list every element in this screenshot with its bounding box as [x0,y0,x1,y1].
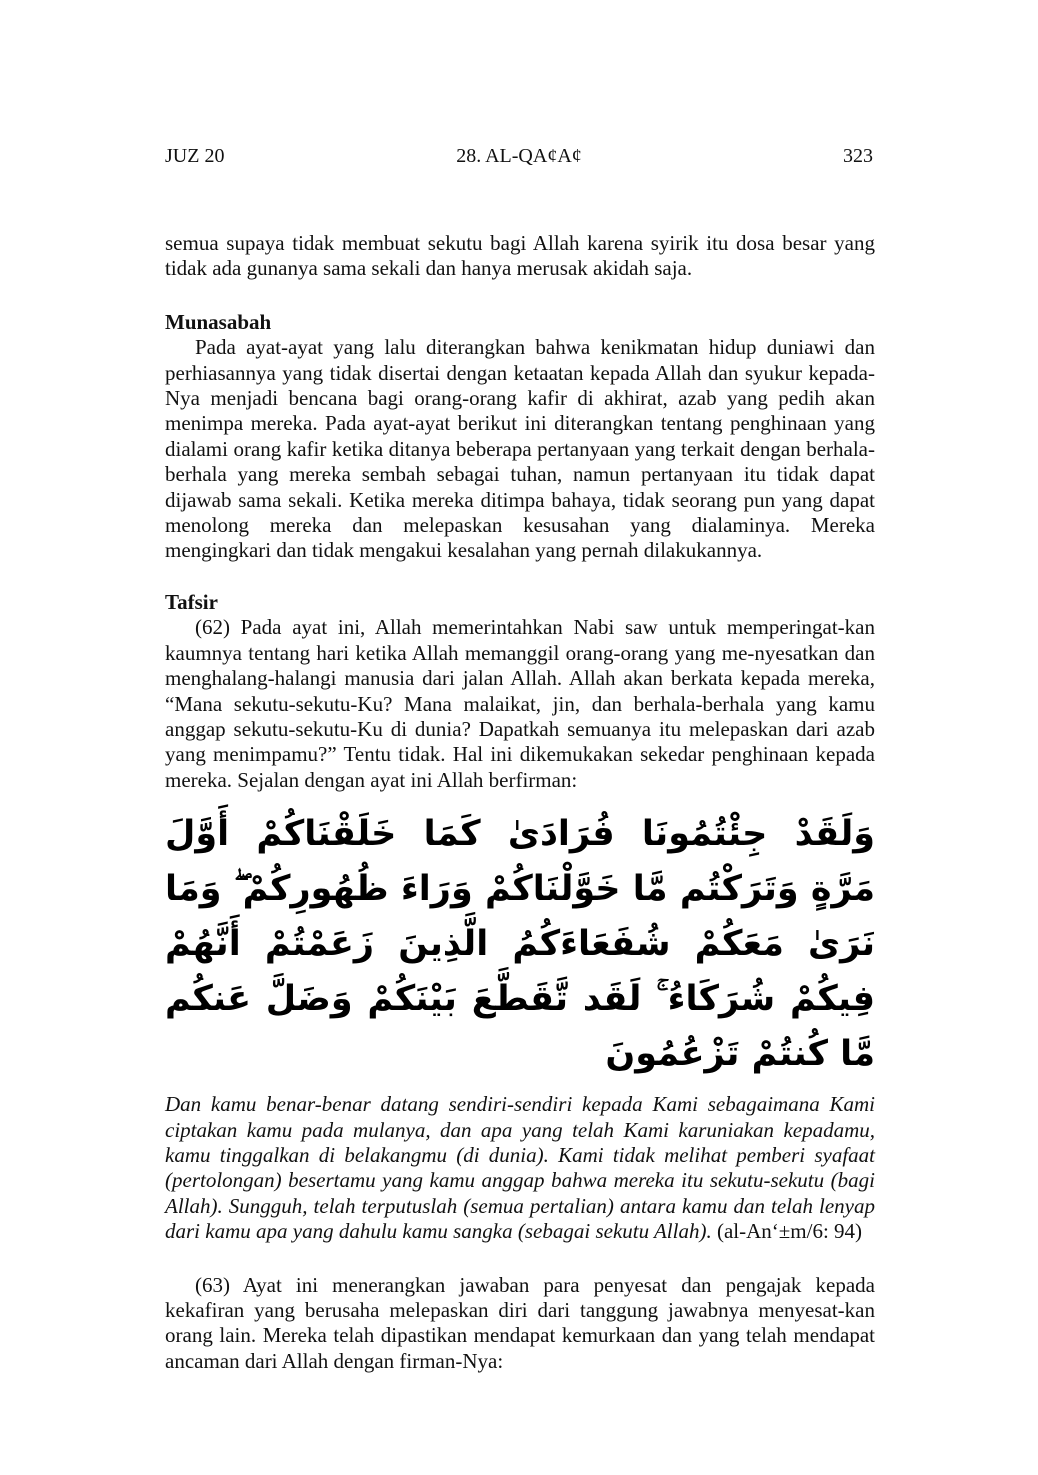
translation-text: Dan kamu benar-benar datang sendiri-sendiri kepada Kami sebagaimana Kami ciptakan kamu pada mulanya, dan apa yang telah Kami karuniakan kepadamu, kamu tinggalkan di belakangmu (di dunia). Kami tidak melihat pemberi syafaat (pertolongan) besertamu yang kamu anggap bahwa mereka itu sekutu-sekutu (bagi Allah). Sungguh, telah terputuslah (semua pertalian) antara kamu dan telah lenyap dari kamu apa yang dahulu kamu sangka (sebagai sekutu Allah). [165,1092,875,1244]
surah-title: 28. AL-QA¢A¢ [456,145,582,167]
page-body [165,231,875,1374]
tafsir-paragraph-62: (62) Pada ayat ini, Allah memerintahkan Nabi saw untuk memperingat-kan kaumnya tentang hari ketika Allah memanggil orang-orang yang me-nyesatkan dan menghalang-halangi manusia dari jalan Allah. Allah akan berkata kepada mereka, “Mana sekutu-sekutu-Ku? Mana malaikat, jin, dan berhala-berhala yang kamu anggap sekutu-sekutu-Ku di dunia? Dapatkah semuanya itu melepaskan dari azab yang menimpamu?” Tentu tidak. Hal ini dikemukakan sekedar penghinaan kepada mereka. Sejalan dengan ayat ini Allah berfirman: [165,615,875,792]
verse-reference: (al-An‘±m/6: 94) [716,1219,863,1244]
munasabah-paragraph: Pada ayat-ayat yang lalu diterangkan bahwa kenikmatan hidup duniawi dan perhiasannya yang tidak disertai dengan ketaatan kepada Allah dan syukur kepada-Nya menjadi bencana bagi orang-orang kafir di akhirat, azab yang pedih akan menimpa mereka. Pada ayat-ayat berikut ini diterangkan tentang penghinaan yang dialami orang kafir ketika ditanya beberapa pertanyaan yang terkait dengan berhala-berhala yang mereka sembah sebagai tuhan, namun pertanyaan itu tidak dapat dijawab sama sekali. Ketika mereka ditimpa bahaya, tidak seorang pun yang dapat menolong mereka dan melepaskan kesusahan yang dialaminya. Mereka mengingkari dan tidak mengakui kesalahan yang pernah dilakukannya. [165,335,875,563]
juz-label: JUZ 20 [165,145,225,167]
page-header [165,145,873,175]
intro-paragraph: semua supaya tidak membuat sekutu bagi Allah karena syirik itu dosa besar yang tidak ada gunanya sama sekali dan hanya merusak akidah saja. [165,231,875,281]
tafsir-paragraph-63: (63) Ayat ini menerangkan jawaban para penyesat dan pengajak kepada kekafiran yang berusaha melepaskan diri dari tanggung jawabnya menyesat-kan orang lain. Mereka telah dipastikan mendapat kemurkaan dan yang telah mendapat ancaman dari Allah dengan firman-Nya: [165,1272,875,1373]
verse-translation [165,1092,875,1244]
arabic-verse: وَلَقَدْ جِئْتُمُونَا فُرَادَىٰ كَمَا خَلَقْنَاكُمْ أَوَّلَ مَرَّةٍ وَتَرَكْتُم مَّا خَوَّلْنَاكُمْ وَرَاءَ ظُهُورِكُمْ ۖ وَمَا نَرَىٰ مَعَكُمْ شُفَعَاءَكُمُ الَّذِينَ زَعَمْتُمْ أَنَّهُمْ فِيكُمْ شُرَكَاءُ ۚ لَقَد تَّقَطَّعَ بَيْنَكُمْ وَضَلَّ عَنكُم مَّا كُنتُمْ تَزْعُمُونَ [165,814,875,1075]
tafsir-heading: Tafsir [165,589,218,614]
munasabah-heading: Munasabah [165,309,272,334]
page-number: 323 [843,145,873,167]
